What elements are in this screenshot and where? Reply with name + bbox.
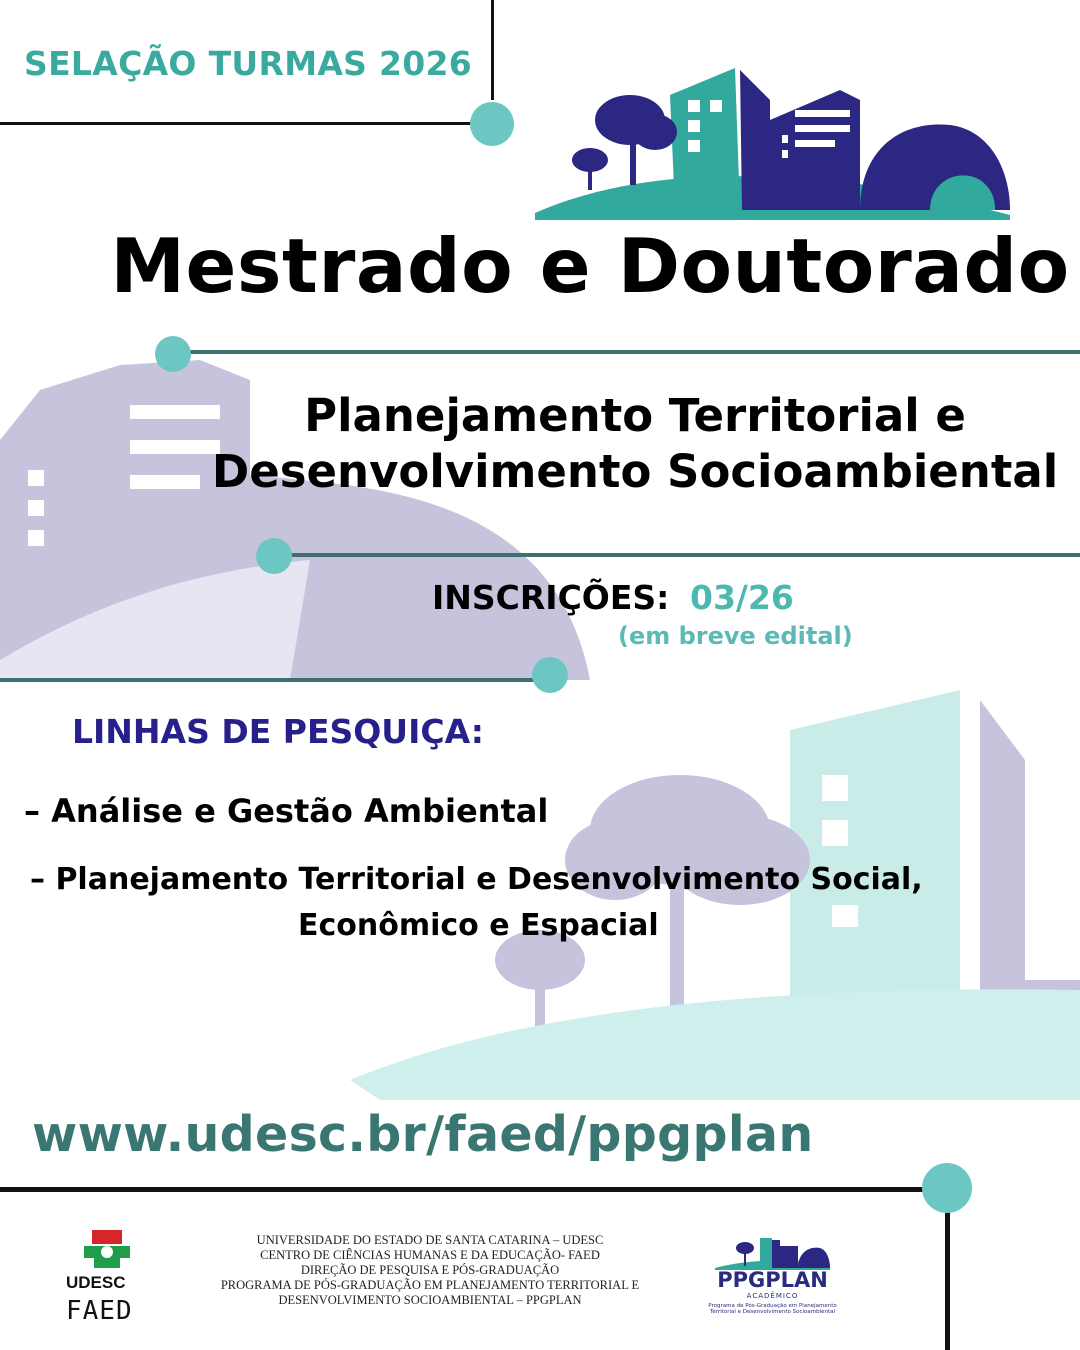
institution-line: DESENVOLVIMENTO SOCIOAMBIENTAL – PPGPLAN (278, 1293, 582, 1307)
program-name-line2: Desenvolvimento Socioambiental (211, 445, 1059, 498)
program-name (190, 388, 1080, 500)
registration-divider (0, 678, 535, 682)
website-link[interactable]: www.udesc.br/faed/ppgplan (32, 1106, 814, 1163)
title-divider-dot (155, 336, 191, 372)
header-divider (0, 122, 480, 125)
registration-note: (em breve edital) (618, 622, 853, 650)
header-vertical-divider (491, 0, 494, 100)
institution-line: CENTRO DE CIÊNCIAS HUMANAS E DA EDUCAÇÃO- FAED (260, 1248, 600, 1262)
institution-line: PROGRAMA DE PÓS-GRADUAÇÃO EM PLANEJAMENTO TERRITORIAL E (220, 1278, 640, 1292)
main-title: Mestrado e Doutorado (110, 222, 1070, 310)
city-logo-illustration (530, 60, 1020, 220)
title-divider (190, 350, 1080, 354)
institution-line: DIREÇÃO DE PESQUISA E PÓS-GRADUAÇÃO (300, 1263, 560, 1277)
institution-line: UNIVERSIDADE DO ESTADO DE SANTA CATARINA – UDESC (256, 1233, 604, 1247)
udesc-logo-text: UDESC (66, 1273, 126, 1292)
footer-dot (922, 1163, 972, 1213)
program-name-line1: Planejamento Territorial e (304, 389, 966, 442)
registration-divider-dot (532, 657, 568, 693)
ppgplan-logo-description: Programa de Pós-Graduação em Planejamento Territorial e Desenvolvimento Socioambiental (708, 1303, 837, 1315)
institution-text (180, 1233, 680, 1308)
ppgplan-logo-subtitle: ACADÊMICO (746, 1292, 799, 1300)
program-divider-dot (256, 538, 292, 574)
research-line-item-continuation: Econômico e Espacial (298, 908, 659, 943)
footer-divider (0, 1187, 928, 1192)
registration-label: INSCRIÇÕES: (432, 578, 670, 617)
research-line-item: – Planejamento Territorial e Desenvolvimento Social, (30, 862, 923, 897)
header-dot (470, 102, 514, 146)
footer-vertical-divider (945, 1200, 950, 1350)
ppgplan-logo-icon (715, 1234, 830, 1270)
registration-date: 03/26 (690, 578, 794, 617)
selection-title: SELAÇÃO TURMAS 2026 (24, 44, 473, 83)
faed-logo-text: FAED (66, 1296, 133, 1326)
research-line-item: – Análise e Gestão Ambiental (24, 792, 549, 830)
udesc-logo-icon (84, 1230, 130, 1270)
program-divider (290, 553, 1080, 557)
ppgplan-logo-name: PPGPLAN (717, 1268, 828, 1292)
research-lines-title: LINHAS DE PESQUIÇA: (72, 712, 484, 751)
